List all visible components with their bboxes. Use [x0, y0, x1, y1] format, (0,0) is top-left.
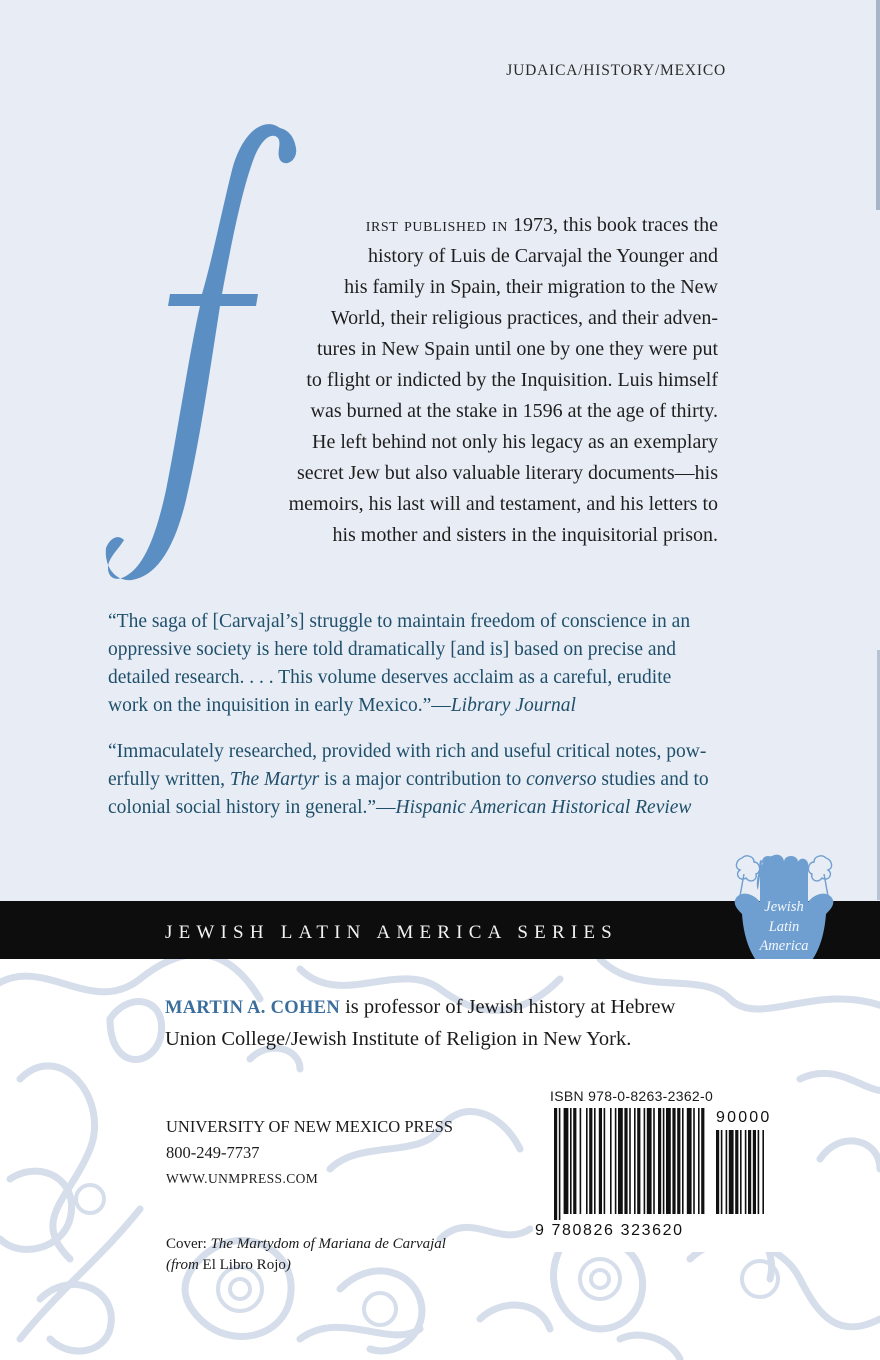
barcode-bar — [586, 1108, 588, 1214]
addon-bar — [740, 1130, 742, 1214]
quote-line: work on the inquisition in early Mexico.”—Library Journal — [108, 695, 576, 716]
barcode-bar — [629, 1108, 631, 1214]
quote-italic: Hispanic American Historical Review — [395, 797, 692, 818]
barcode-bar — [666, 1108, 671, 1214]
badge-line-2: Latin — [768, 918, 800, 935]
barcode-bar — [644, 1108, 646, 1214]
quote-line: detailed research. . . . This volume deserves acclaim as a careful, erudite — [108, 667, 672, 688]
series-badge-label — [740, 898, 828, 957]
barcode-bar — [653, 1108, 655, 1214]
barcode-bar — [599, 1108, 602, 1214]
author-name: MARTIN A. COHEN — [165, 998, 340, 1018]
addon-bar — [716, 1130, 719, 1214]
addon-bar — [729, 1130, 734, 1214]
author-bio-line2: Union College/Jewish Institute of Religion in New York. — [165, 1028, 632, 1050]
barcode-bar — [677, 1108, 680, 1214]
barcode-bar — [589, 1108, 592, 1214]
cover-credit-open: (from — [166, 1257, 203, 1273]
quote-italic: Library Journal — [450, 695, 576, 716]
barcode-bar — [647, 1108, 652, 1214]
blurb-line: his mother and sisters in the inquisitorial prison. — [332, 524, 718, 546]
addon-bar — [762, 1130, 764, 1214]
quote-line: erfully written, The Martyr is a major contribution to converso studies and to — [108, 769, 709, 790]
blurb-line: secret Jew but also valuable literary documents—his — [297, 462, 718, 484]
publisher-name: UNIVERSITY OF NEW MEXICO PRESS — [166, 1117, 453, 1136]
cover-credit-close: ) — [285, 1257, 291, 1273]
barcode-bar — [663, 1108, 665, 1214]
addon-bar — [745, 1130, 747, 1214]
publisher-website: WWW.UNMPRESS.COM — [166, 1171, 319, 1186]
blurb-line: He left behind not only his legacy as an exemplary — [312, 431, 718, 453]
blurb-line: irst published in 1973, this book traces the — [365, 214, 718, 236]
blurb-line: tures in New Spain until one by one they were put — [316, 338, 718, 360]
barcode-bar — [687, 1108, 692, 1214]
price-code-digits: 90000 — [716, 1109, 772, 1126]
quote-line: “Immaculately researched, provided with rich and useful critical notes, pow- — [108, 741, 707, 762]
barcode-bar — [698, 1108, 700, 1214]
isbn-label: ISBN 978-0-8263-2362-0 — [550, 1088, 714, 1104]
barcode-bar — [559, 1108, 561, 1220]
quote-line: “The saga of [Carvajal’s] struggle to maintain freedom of conscience in an — [108, 611, 691, 632]
author-bio-line1: is professor of Jewish history at Hebrew — [339, 996, 676, 1018]
addon-bar — [721, 1130, 723, 1214]
blurb-line: memoirs, his last will and testament, and his letters to — [288, 493, 718, 515]
addon-bar — [748, 1130, 751, 1214]
barcode-bar — [554, 1108, 557, 1220]
publisher-info — [166, 1114, 453, 1192]
barcode-bar — [637, 1108, 640, 1214]
barcode-bar — [573, 1108, 576, 1214]
addon-bar — [758, 1130, 760, 1214]
review-quote-hahr — [108, 738, 758, 822]
addon-bar — [753, 1130, 756, 1214]
barcode-bar — [618, 1108, 623, 1214]
barcode-bar — [672, 1108, 675, 1214]
series-title: JEWISH LATIN AMERICA SERIES — [165, 922, 618, 943]
badge-line-3: America — [759, 938, 809, 954]
quote-line: colonial social history in general.”—Hispanic American Historical Review — [108, 797, 692, 818]
barcode-bar — [610, 1108, 612, 1214]
addon-bar — [735, 1130, 738, 1214]
quote-italic: The Martyr — [229, 769, 320, 790]
quote-line: oppressive society is here told dramatically [and is] based on precise and — [108, 639, 677, 660]
cover-art-title: The Martydom of Mariana de Carvajal — [210, 1236, 446, 1252]
cover-credit — [166, 1234, 446, 1276]
barcode-bar — [564, 1108, 569, 1214]
cover-credit-prefix: Cover: — [166, 1236, 211, 1252]
barcode-bar — [624, 1108, 627, 1214]
barcode-bar — [594, 1108, 596, 1214]
barcode-bar — [634, 1108, 636, 1214]
blurb-line: his family in Spain, their migration to the New — [344, 276, 718, 298]
author-bio — [165, 992, 765, 1055]
blurb-line: World, their religious practices, and their adven- — [330, 307, 718, 329]
publisher-phone: 800-249-7737 — [166, 1143, 260, 1162]
description-blurb — [212, 210, 718, 551]
blurb-line: to flight or indicted by the Inquisition. Luis himself — [306, 369, 718, 391]
barcode-bar — [580, 1108, 582, 1214]
blurb-line: was burned at the stake in 1596 at the age of thirty. — [310, 400, 718, 422]
cover-credit-source: El Libro Rojo — [202, 1257, 286, 1273]
review-quote-library-journal — [108, 608, 758, 720]
quote-italic: converso — [526, 769, 597, 790]
barcode-bar — [604, 1108, 606, 1214]
barcode-bar — [658, 1108, 661, 1214]
category-label: JUDAICA/HISTORY/MEXICO — [506, 62, 726, 79]
barcode-digits: 9 780826 323620 — [535, 1222, 684, 1239]
blurb-line: history of Luis de Carvajal the Younger and — [368, 245, 718, 267]
addon-bar — [726, 1130, 728, 1214]
spine-edge — [876, 0, 880, 210]
barcode-bar — [615, 1108, 617, 1214]
barcode-bar — [693, 1108, 695, 1214]
barcode-bar — [570, 1108, 572, 1214]
blurb-smallcaps-lead: irst published in — [365, 214, 509, 236]
barcode-bar — [682, 1108, 684, 1214]
barcode-bar — [701, 1108, 704, 1214]
badge-line-1: Jewish — [764, 899, 804, 915]
